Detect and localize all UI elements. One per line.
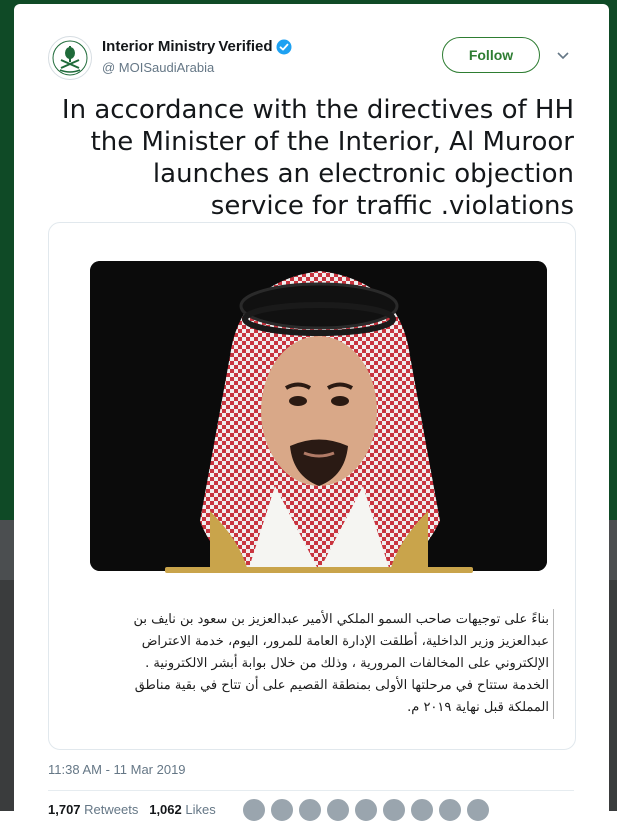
avatar[interactable] [326, 798, 350, 822]
avatar[interactable] [298, 798, 322, 822]
portrait-photo [90, 261, 547, 571]
tweet-stats[interactable] [48, 802, 216, 817]
avatar[interactable] [242, 798, 266, 822]
caption-line: عبدالعزيز وزير الداخلية، أطلقت الإدارة العامة للمرور، اليوم، خدمة الاعتراض [141, 634, 549, 649]
author-name[interactable]: Interior Ministry [102, 38, 216, 55]
chevron-down-icon[interactable] [556, 48, 570, 62]
avatar[interactable] [410, 798, 434, 822]
caption-line: الإلكتروني على المخالفات المرورية ، وذلك من خلال بوابة أبشر الالكترونية . [145, 656, 549, 671]
retweet-label[interactable]: Retweets [84, 802, 139, 817]
tweet-modal [14, 4, 609, 824]
caption-line: المملكة قبل نهاية ٢٠١٩ م. [407, 700, 549, 715]
avatar[interactable] [438, 798, 462, 822]
announcement-image [55, 229, 569, 743]
author-name-row[interactable] [102, 38, 292, 55]
avatar[interactable] [466, 798, 490, 822]
arabic-caption [83, 609, 554, 719]
stats-divider [48, 790, 574, 791]
tweet-timestamp[interactable]: 11:38 AM - 11 Mar 2019 [48, 762, 186, 777]
liker-avatars[interactable] [242, 798, 490, 822]
caption-line: بناءً على توجيهات صاحب السمو الملكي الأمير عبدالعزيز بن سعود بن نايف بن [133, 612, 549, 627]
caption-line: الخدمة ستتاح في مرحلتها الأولى بمنطقة القصيم على أن تتاح في بقية مناطق [134, 678, 549, 693]
gold-divider [165, 567, 473, 573]
avatar[interactable] [354, 798, 378, 822]
like-label[interactable]: Likes [185, 802, 216, 817]
verified-label: Verified [218, 38, 273, 55]
tweet-image-card[interactable] [48, 222, 576, 750]
moi-emblem-icon [52, 40, 88, 76]
avatar[interactable] [48, 36, 92, 80]
verified-badge-icon [276, 39, 292, 55]
avatar[interactable] [270, 798, 294, 822]
like-count[interactable]: 1,062 [149, 802, 182, 817]
follow-button[interactable]: Follow [442, 37, 540, 73]
portrait-illustration [90, 261, 547, 571]
author-handle[interactable]: @ MOISaudiArabia [102, 60, 215, 75]
avatar[interactable] [382, 798, 406, 822]
retweet-count[interactable]: 1,707 [48, 802, 81, 817]
tweet-text: In accordance with the directives of HH the Minister of the Interior, Al Muroor launches an electronic objection service for traffic .violations [61, 95, 574, 221]
